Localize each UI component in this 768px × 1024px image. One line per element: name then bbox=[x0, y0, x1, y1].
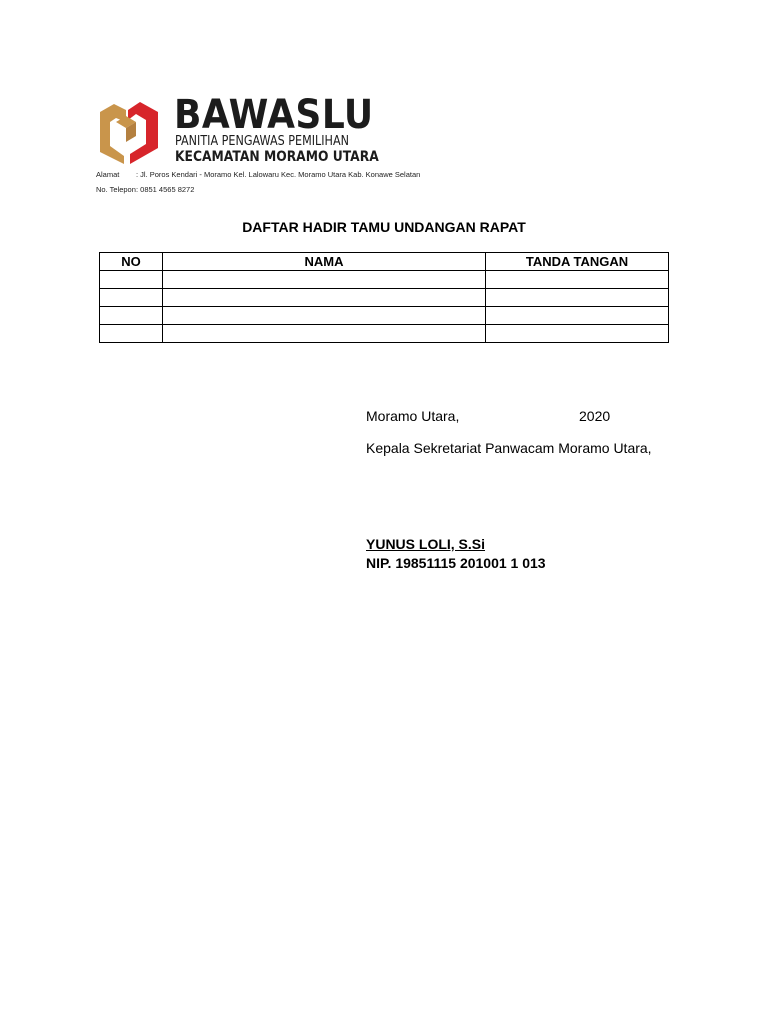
header-tanda-tangan: TANDA TANGAN bbox=[486, 253, 669, 271]
attendance-table bbox=[99, 252, 669, 343]
place-label: Moramo Utara, bbox=[366, 408, 460, 424]
cell-nama bbox=[163, 325, 486, 343]
address-label: Alamat bbox=[96, 170, 120, 179]
cell-no bbox=[100, 307, 163, 325]
table-header-row bbox=[100, 253, 669, 271]
org-subtitle: PANITIA PENGAWAS PEMILIHAN bbox=[175, 134, 349, 149]
phone-label: No. Telepon bbox=[96, 185, 136, 194]
table-row bbox=[100, 289, 669, 307]
cell-nama bbox=[163, 271, 486, 289]
signer-nip: NIP. 19851115 201001 1 013 bbox=[366, 555, 546, 571]
phone-line bbox=[96, 185, 194, 194]
table-row bbox=[100, 271, 669, 289]
org-district: KECAMATAN MORAMO UTARA bbox=[175, 149, 379, 165]
year-label: 2020 bbox=[579, 408, 611, 424]
phone-value: : 0851 4565 8272 bbox=[136, 185, 195, 194]
letterhead bbox=[96, 92, 421, 200]
place-date bbox=[366, 408, 626, 424]
cell-no bbox=[100, 271, 163, 289]
header-nama: NAMA bbox=[163, 253, 486, 271]
cell-nama bbox=[163, 307, 486, 325]
cell-signature bbox=[486, 271, 669, 289]
cell-no bbox=[100, 289, 163, 307]
org-name: BAWASLU bbox=[174, 92, 374, 138]
signer-position: Kepala Sekretariat Panwacam Moramo Utara, bbox=[366, 440, 652, 456]
cell-signature bbox=[486, 307, 669, 325]
header-no: NO bbox=[100, 253, 163, 271]
address-line bbox=[96, 170, 420, 179]
table-row bbox=[100, 307, 669, 325]
signer-name: YUNUS LOLI, S.Si bbox=[366, 536, 486, 552]
table-row bbox=[100, 325, 669, 343]
cell-nama bbox=[163, 289, 486, 307]
cell-signature bbox=[486, 289, 669, 307]
address-value: : Jl. Poros Kendari - Moramo Kel. Lalowaru Kec. Moramo Utara Kab. Konawe Selatan bbox=[136, 170, 421, 179]
cell-no bbox=[100, 325, 163, 343]
cell-signature bbox=[486, 325, 669, 343]
document-title: DAFTAR HADIR TAMU UNDANGAN RAPAT bbox=[242, 219, 526, 235]
bawaslu-logo-icon bbox=[96, 96, 164, 166]
